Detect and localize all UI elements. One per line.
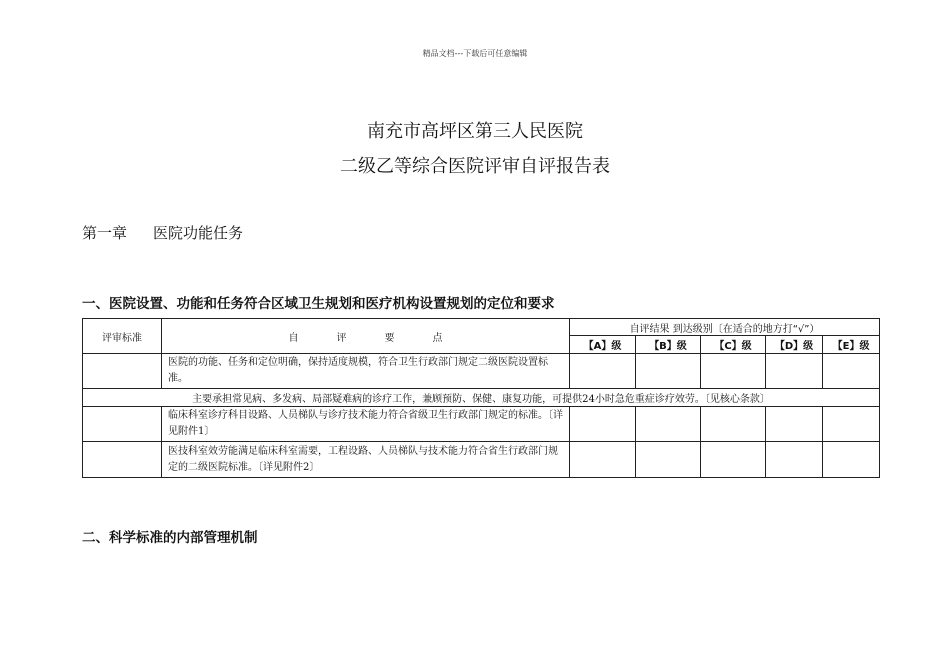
- standard-cell: [83, 442, 162, 478]
- section-heading-1: 一、医院设置、功能和任务符合区域卫生规划和医疗机构设置规划的定位和要求: [82, 296, 555, 312]
- core-clause-row: [83, 389, 880, 407]
- level-b-cell[interactable]: [636, 354, 701, 389]
- level-c-header: 【C】级: [701, 336, 766, 354]
- hospital-name-title: 南充市高坪区第三人民医院: [367, 121, 583, 142]
- report-title: 二级乙等综合医院评审自评报告表: [340, 156, 610, 177]
- level-d-cell[interactable]: [766, 354, 823, 389]
- table-row: [83, 407, 880, 442]
- level-a-header: 【A】级: [570, 336, 636, 354]
- table-row: [83, 442, 880, 478]
- level-b-cell[interactable]: [636, 407, 701, 442]
- points-cell: 医技科室效劳能满足临床科室需要，工程设路、人员梯队与技术能力符合省生行政部门规定的二级医院标准。〔详见附件2〕: [162, 442, 570, 478]
- level-c-cell[interactable]: [701, 442, 766, 478]
- core-clause-text: 主要承担常见病、多发病、局部疑难病的诊疗工作，兼顾预防、保健、康复功能，可提供24小时急危重症诊疗效劳。: [192, 394, 705, 405]
- header-points: 自评要点: [162, 319, 570, 354]
- level-c-cell[interactable]: [701, 407, 766, 442]
- header-result: 自评结果 到达级别〔在适合的地方打“√”）: [570, 319, 880, 336]
- standard-cell: [83, 354, 162, 389]
- level-b-header: 【B】级: [636, 336, 701, 354]
- table-row: [83, 354, 880, 389]
- points-cell: 临床科室诊疗科目设路、人员梯队与诊疗技术能力符合省级卫生行政部门规定的标准。〔详见附件1〕: [162, 407, 570, 442]
- level-b-cell[interactable]: [636, 442, 701, 478]
- level-a-cell[interactable]: [570, 442, 636, 478]
- standard-cell: [83, 407, 162, 442]
- core-clause-note: 〔见核心条款〕: [704, 394, 770, 405]
- chapter-name: 医院功能任务: [153, 224, 244, 242]
- chapter-label: 第一章: [82, 224, 128, 242]
- level-a-cell[interactable]: [570, 407, 636, 442]
- page-header-note: 精品文档---下载后可任意编辑: [422, 49, 528, 58]
- evaluation-table: [82, 318, 880, 478]
- level-e-cell[interactable]: [823, 442, 880, 478]
- level-c-cell[interactable]: [701, 354, 766, 389]
- level-a-cell[interactable]: [570, 354, 636, 389]
- table-row: [83, 389, 880, 407]
- level-d-cell[interactable]: [766, 442, 823, 478]
- chapter-heading: [82, 222, 243, 243]
- level-d-header: 【D】级: [766, 336, 823, 354]
- level-e-cell[interactable]: [823, 407, 880, 442]
- level-e-cell[interactable]: [823, 354, 880, 389]
- level-d-cell[interactable]: [766, 407, 823, 442]
- points-cell: 医院的功能、任务和定位明确，保持适度规模，符合卫生行政部门规定二级医院设置标准。: [162, 354, 570, 389]
- header-standard: 评审标准: [83, 319, 162, 354]
- level-e-header: 【E】级: [823, 336, 880, 354]
- section-heading-2: 二、科学标准的内部管理机制: [82, 530, 258, 546]
